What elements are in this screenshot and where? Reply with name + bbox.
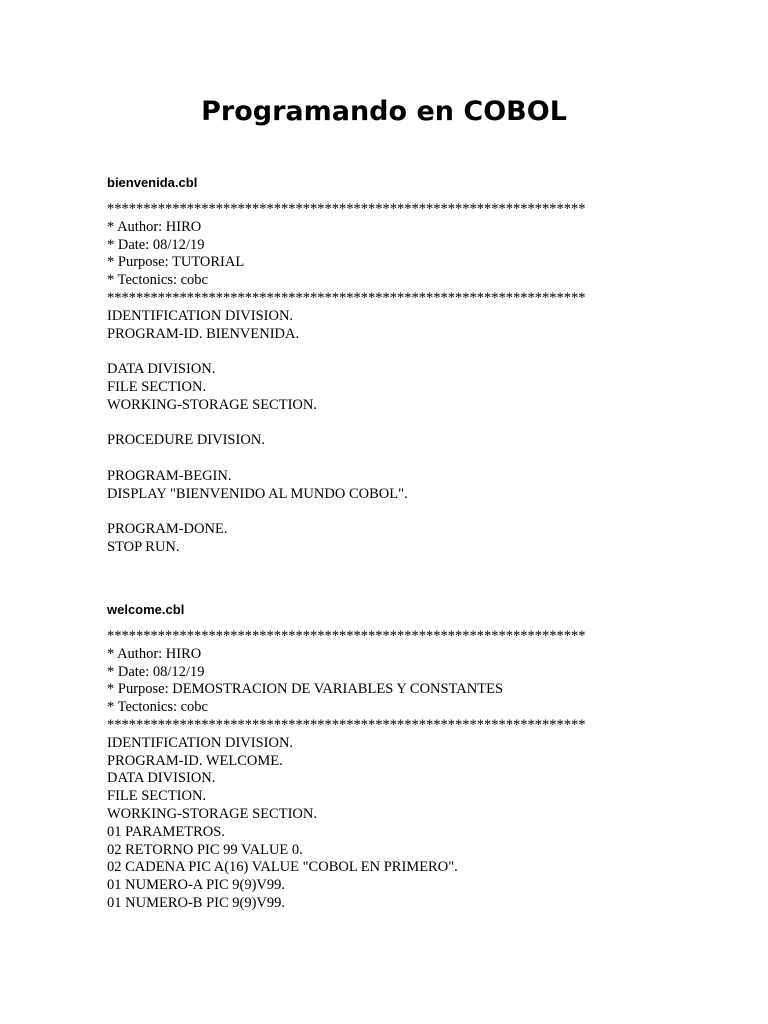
code-line: PROGRAM-DONE.	[107, 521, 228, 538]
code-line: IDENTIFICATION DIVISION.	[107, 307, 294, 324]
code-line: STOP RUN.	[107, 539, 180, 556]
code-line: PROGRAM-BEGIN.	[107, 467, 232, 484]
code-line: * Tectonics: cobc	[107, 699, 208, 716]
code-section-bienvenida	[107, 173, 727, 557]
code-line: WORKING-STORAGE SECTION.	[107, 805, 317, 822]
code-line: * Author: HIRO	[107, 218, 202, 235]
code-line: * Purpose: TUTORIAL	[107, 254, 245, 271]
code-line: * Date: 08/12/19	[107, 236, 205, 253]
code-line: ******************************************************************	[107, 628, 586, 644]
code-line: 02 CADENA PIC A(16) VALUE "COBOL EN PRIMERO".	[107, 859, 458, 876]
file-name-heading: welcome.cbl	[107, 602, 185, 617]
code-line	[107, 450, 727, 468]
code-line: DATA DIVISION.	[107, 770, 216, 787]
code-line: DISPLAY "BIENVENIDO AL MUNDO COBOL".	[107, 485, 408, 502]
code-section-welcome	[107, 600, 727, 913]
code-line	[107, 415, 727, 433]
code-line: PROCEDURE DIVISION.	[107, 432, 265, 449]
code-line: ******************************************************************	[107, 201, 586, 217]
code-block	[107, 628, 727, 913]
code-line: * Date: 08/12/19	[107, 663, 205, 680]
code-line: WORKING-STORAGE SECTION.	[107, 396, 317, 413]
code-line: * Purpose: DEMOSTRACION DE VARIABLES Y CONSTANTES	[107, 681, 504, 698]
code-line	[107, 504, 727, 522]
code-line: * Tectonics: cobc	[107, 272, 208, 289]
code-line: ******************************************************************	[107, 716, 586, 733]
code-line: IDENTIFICATION DIVISION.	[107, 734, 294, 751]
code-line: 01 PARAMETROS.	[107, 823, 225, 840]
code-line: DATA DIVISION.	[107, 361, 216, 378]
code-line: PROGRAM-ID. BIENVENIDA.	[107, 325, 300, 342]
code-line: 01 NUMERO-B PIC 9(9)V99.	[107, 894, 286, 911]
code-line: FILE SECTION.	[107, 788, 207, 805]
code-line: ******************************************************************	[107, 289, 586, 306]
code-line: PROGRAM-ID. WELCOME.	[107, 752, 283, 769]
file-name-heading: bienvenida.cbl	[107, 175, 198, 190]
code-line: 02 RETORNO PIC 99 VALUE 0.	[107, 841, 303, 858]
code-line	[107, 343, 727, 361]
code-line: FILE SECTION.	[107, 378, 207, 395]
code-block	[107, 201, 727, 557]
code-line: * Author: HIRO	[107, 645, 202, 662]
code-line: 01 NUMERO-A PIC 9(9)V99.	[107, 877, 286, 894]
document-title: Programando en COBOL	[201, 96, 567, 127]
